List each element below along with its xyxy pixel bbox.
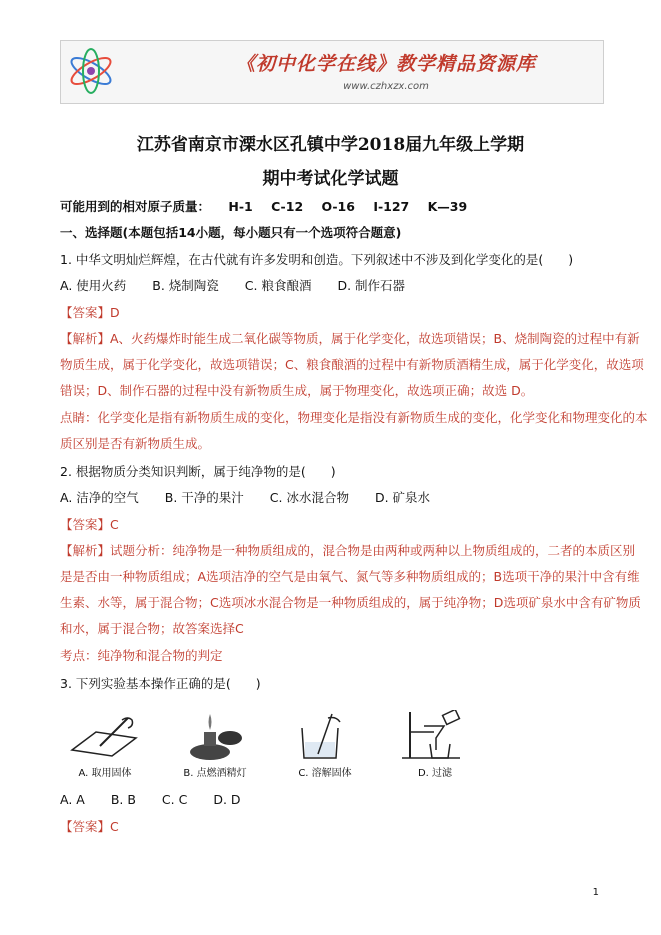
q3-stem: 3. 下列实验基本操作正确的是( ) (60, 676, 261, 691)
atomic-mass: C-12 (271, 199, 304, 214)
q3-figures (60, 710, 460, 780)
figure-b (170, 710, 250, 780)
q2-stem: 2. 根据物质分类知识判断，属于纯净物的是( ) (60, 464, 336, 479)
figure-c (280, 710, 360, 780)
figure-caption: B. 点燃酒精灯 (183, 768, 247, 779)
option: A. 洁净的空气 (60, 490, 139, 505)
alcohol-lamp-icon (180, 710, 250, 762)
q3-answer: 【答案】C (60, 819, 119, 834)
q2-analysis-line: 和水，属于混合物；故答案选择C (60, 621, 244, 636)
atomic-masses-label: 可能用到的相对原子质量： (60, 199, 211, 214)
q1-options (60, 277, 605, 294)
atom-logo-icon (65, 45, 117, 97)
figure-caption: D. 过滤 (417, 768, 453, 779)
option: C. C (161, 792, 188, 807)
banner-title: 《初中化学在线》教学精品资源库 (235, 53, 536, 75)
q2-analysis-line: 生素、水等，属于混合物；C选项冰水混合物是一种物质组成的，属于纯净物；D选项矿泉水中含有矿物质 (60, 595, 641, 610)
figure-a (60, 710, 140, 780)
q1-analysis-line: 物质生成，属于化学变化，故选项错误；C、粮食酿酒的过程中有新物质酒精生成，属于化学变化，故选项 (60, 357, 644, 372)
q1-tip-line: 质区别是否有新物质生成。 (60, 436, 211, 451)
option: C. 冰水混合物 (269, 490, 349, 505)
option: D. 制作石器 (337, 278, 406, 293)
atomic-mass: K—39 (427, 199, 468, 214)
atomic-mass: O-16 (321, 199, 355, 214)
q1-answer: 【答案】D (60, 305, 120, 320)
option: D. D (213, 792, 241, 807)
take-solid-icon (70, 710, 140, 762)
atomic-mass: H-1 (228, 199, 253, 214)
option: A. A (60, 792, 85, 807)
figure-caption: C. 溶解固体 (298, 768, 352, 779)
option: C. 粮食酿酒 (244, 278, 312, 293)
option: B. B (110, 792, 136, 807)
doc-subtitle: 期中考试化学试题 (262, 169, 399, 189)
q1-tip-line: 点睛：化学变化是指有新物质生成的变化，物理变化是指没有新物质生成的变化，化学变化和物理变化的本 (60, 410, 648, 425)
page-number: 1 (592, 887, 599, 898)
q1-stem: 1. 中华文明灿烂辉煌，在古代就有许多发明和创造。下列叙述中不涉及到化学变化的是( ) (60, 252, 574, 267)
section-heading: 一、选择题(本题包括14小题，每小题只有一个选项符合题意) (60, 225, 402, 240)
doc-title: 江苏省南京市溧水区孔镇中学2018届九年级上学期 (136, 135, 525, 155)
banner-url[interactable]: www.czhxzx.com (343, 81, 429, 92)
q2-kaodian: 考点：纯净物和混合物的判定 (60, 648, 223, 663)
option: A. 使用火药 (60, 278, 127, 293)
q2-options (60, 489, 605, 506)
atomic-mass: I-127 (373, 199, 410, 214)
atomic-masses (60, 198, 605, 215)
q1-analysis-line: 【解析】A、火药爆炸时能生成二氧化碳等物质，属于化学变化，故选项错误；B、烧制陶瓷的过程中有新 (60, 331, 640, 346)
figure-d (390, 710, 470, 780)
header-banner (60, 40, 604, 104)
filtration-icon (400, 710, 470, 762)
option: B. 干净的果汁 (164, 490, 244, 505)
q1-analysis-line: 错误；D、制作石器的过程中没有新物质生成，属于物理变化，故选项正确；故选 D。 (60, 383, 534, 398)
figure-caption: A. 取用固体 (78, 768, 132, 779)
option: D. 矿泉水 (374, 490, 431, 505)
q2-answer: 【答案】C (60, 517, 119, 532)
option: B. 烧制陶瓷 (152, 278, 219, 293)
q2-analysis-line: 是是否由一种物质组成；A选项洁净的空气是由氧气、氮气等多种物质组成的；B选项干净的果汁中含有维 (60, 569, 640, 584)
q2-analysis-line: 【解析】试题分析：纯净物是一种物质组成的，混合物是由两种或两种以上物质组成的，二者的本质区别 (60, 543, 636, 558)
beaker-stir-icon (290, 710, 360, 762)
q3-options (60, 791, 605, 808)
